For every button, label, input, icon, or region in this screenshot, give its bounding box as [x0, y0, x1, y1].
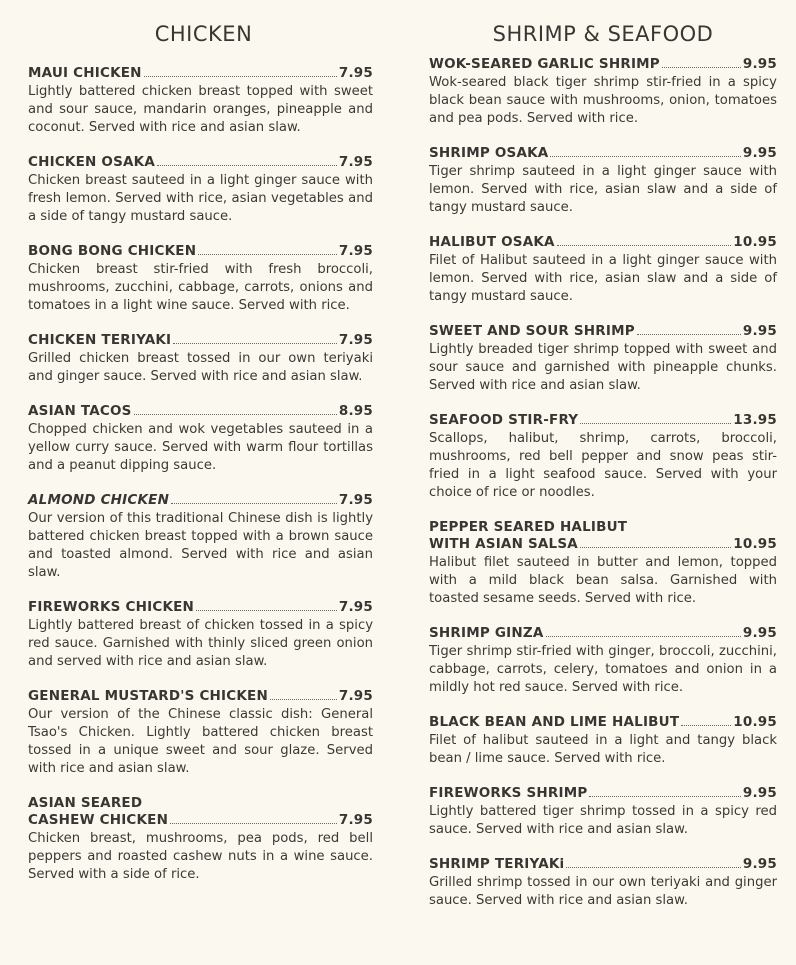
- item-description: Wok-seared black tiger shrimp stir-fried in a spicy black bean sauce with mushrooms, onion, tomatoes and pea pods. Served with rice.: [429, 75, 777, 126]
- item-price: 7.95: [338, 332, 373, 348]
- menu-item: [28, 65, 373, 137]
- dot-leader: [198, 243, 337, 255]
- menu-item: [429, 856, 777, 910]
- item-name: WITH ASIAN SALSA: [429, 536, 578, 552]
- item-name: SHRIMP OSAKA: [429, 145, 549, 161]
- item-name: WOK-SEARED GARLIC SHRIMP: [429, 56, 660, 72]
- seafood-column: [429, 22, 777, 927]
- menu-item: [28, 599, 373, 671]
- item-name: FIREWORKS SHRIMP: [429, 785, 588, 801]
- item-description: Lightly breaded tiger shrimp topped with sweet and sour sauce and garnished with pineapple chunks. Served with rice and asian slaw.: [429, 342, 777, 393]
- dot-leader: [589, 785, 740, 797]
- item-description: Chicken breast sauteed in a light ginger sauce with fresh lemon. Served with rice, asian vegetables and a side of tangy mustard sauce.: [28, 173, 373, 224]
- item-name: CASHEW CHICKEN: [28, 812, 169, 828]
- item-name: GENERAL MUSTARD'S CHICKEN: [28, 688, 268, 704]
- item-description: Lightly battered chicken breast topped with sweet and sour sauce, mandarin oranges, pineapple and coconut. Served with rice and asian slaw.: [28, 84, 373, 135]
- item-name: SHRIMP GINZA: [429, 625, 544, 641]
- menu-item: [429, 145, 777, 217]
- item-name: SEAFOOD STIR-FRY: [429, 412, 579, 428]
- item-price: 9.95: [742, 625, 777, 641]
- item-price: 10.95: [733, 234, 777, 250]
- item-name: HALIBUT OSAKA: [429, 234, 555, 250]
- item-name: SHRIMP TERIYAKi: [429, 856, 565, 872]
- item-description: Grilled shrimp tossed in our own teriyaki and ginger sauce. Served with rice and asian slaw.: [429, 875, 777, 908]
- menu-item: [429, 56, 777, 128]
- item-name: ALMOND CHICKEN: [28, 492, 170, 508]
- dot-leader: [173, 332, 337, 344]
- menu-item: [429, 714, 777, 768]
- item-name: FIREWORKS CHICKEN: [28, 599, 195, 615]
- item-name: BONG BONG CHICKEN: [28, 243, 197, 259]
- item-name: CHICKEN TERIYAKI: [28, 332, 172, 348]
- dot-leader: [157, 154, 337, 166]
- dot-leader: [144, 65, 337, 77]
- item-price: 10.95: [733, 536, 777, 552]
- dot-leader: [580, 536, 731, 548]
- item-description: Filet of halibut sauteed in a light and tangy black bean / lime sauce. Served with rice.: [429, 733, 777, 766]
- dot-leader: [270, 688, 337, 700]
- item-description: Lightly battered tiger shrimp tossed in a spicy red sauce. Served with rice and asian slaw.: [429, 804, 777, 837]
- menu-item: [28, 154, 373, 226]
- menu-item: [429, 323, 777, 395]
- menu-item: [429, 234, 777, 306]
- dot-leader: [550, 145, 740, 157]
- dot-leader: [566, 856, 741, 868]
- item-description: Filet of Halibut sauteed in a light ginger sauce with lemon. Served with rice, asian slaw and a side of tangy mustard sauce.: [429, 253, 777, 304]
- item-price: 7.95: [338, 688, 373, 704]
- item-price: 7.95: [338, 65, 373, 81]
- item-description: Chopped chicken and wok vegetables sauteed in a yellow curry sauce. Served with warm flour tortillas and a peanut dipping sauce.: [28, 422, 373, 473]
- item-price: 7.95: [338, 492, 373, 508]
- dot-leader: [171, 492, 337, 504]
- item-name: MAUI CHICKEN: [28, 65, 142, 81]
- menu-item: [429, 412, 777, 502]
- item-price: 7.95: [338, 243, 373, 259]
- item-description: Grilled chicken breast tossed in our own teriyaki and ginger sauce. Served with rice and asian slaw.: [28, 351, 373, 384]
- item-description: Our version of the Chinese classic dish: General Tsao's Chicken. Lightly battered chicken breast tossed in a unique sweet and sour glaze. Served with rice and asian slaw.: [28, 707, 373, 776]
- item-price: 7.95: [338, 599, 373, 615]
- item-name: SWEET AND SOUR SHRIMP: [429, 323, 635, 339]
- item-description: Chicken breast stir-fried with fresh broccoli, mushrooms, zucchini, cabbage, carrots, onions and tomatoes in a light wine sauce. Served with rice.: [28, 262, 373, 313]
- item-description: Chicken breast, mushrooms, pea pods, red bell peppers and roasted cashew nuts in a wine sauce. Served with a side of rice.: [28, 831, 373, 882]
- dot-leader: [546, 625, 741, 637]
- menu-item: [28, 795, 373, 884]
- menu-item: [429, 625, 777, 697]
- menu-item: [28, 243, 373, 315]
- item-name-line1: ASIAN SEARED: [28, 795, 143, 811]
- item-name: CHICKEN OSAKA: [28, 154, 155, 170]
- item-price: 9.95: [742, 785, 777, 801]
- item-price: 7.95: [338, 812, 373, 828]
- item-price: 9.95: [742, 56, 777, 72]
- dot-leader: [681, 714, 731, 726]
- dot-leader: [196, 599, 337, 611]
- dot-leader: [580, 412, 731, 424]
- item-description: Tiger shrimp stir-fried with ginger, broccoli, zucchini, cabbage, carrots, celery, tomatoes and onion in a mildly hot red sauce. Served with rice.: [429, 644, 777, 695]
- item-price: 9.95: [742, 323, 777, 339]
- item-name-line1: PEPPER SEARED HALIBUT: [429, 519, 628, 535]
- item-name: BLACK BEAN AND LIME HALIBUT: [429, 714, 680, 730]
- dot-leader: [134, 403, 337, 415]
- dot-leader: [662, 56, 741, 68]
- menu-item: [429, 785, 777, 839]
- dot-leader: [637, 323, 741, 335]
- item-name: ASIAN TACOS: [28, 403, 132, 419]
- menu-item: [28, 688, 373, 778]
- item-price: 9.95: [742, 145, 777, 161]
- item-description: Halibut filet sauteed in butter and lemon, topped with a mild black bean salsa. Garnished with toasted sesame seeds. Served with rice.: [429, 555, 777, 606]
- menu-item: [429, 519, 777, 608]
- item-price: 7.95: [338, 154, 373, 170]
- item-price: 8.95: [338, 403, 373, 419]
- seafood-heading: SHRIMP & SEAFOOD: [492, 22, 714, 46]
- dot-leader: [557, 234, 732, 246]
- menu-item: [28, 492, 373, 582]
- menu-item: [28, 332, 373, 386]
- menu-item: [28, 403, 373, 475]
- item-description: Our version of this traditional Chinese dish is lightly battered chicken breast topped with a brown sauce and toasted almond. Served with rice and asian slaw.: [28, 511, 373, 580]
- item-price: 10.95: [733, 714, 777, 730]
- chicken-heading: CHICKEN: [154, 22, 253, 46]
- item-price: 13.95: [733, 412, 777, 428]
- item-description: Scallops, halibut, shrimp, carrots, broccoli, mushrooms, red bell pepper and snow peas stir-fried in a light seafood sauce. Served with your choice of rice or noodles.: [429, 431, 777, 500]
- item-description: Tiger shrimp sauteed in a light ginger sauce with lemon. Served with rice, asian slaw and a side of tangy mustard sauce.: [429, 164, 777, 215]
- chicken-column: [28, 22, 373, 901]
- dot-leader: [170, 812, 337, 824]
- item-description: Lightly battered breast of chicken tossed in a spicy red sauce. Garnished with thinly sliced green onion and served with rice and asian slaw.: [28, 618, 373, 669]
- item-price: 9.95: [742, 856, 777, 872]
